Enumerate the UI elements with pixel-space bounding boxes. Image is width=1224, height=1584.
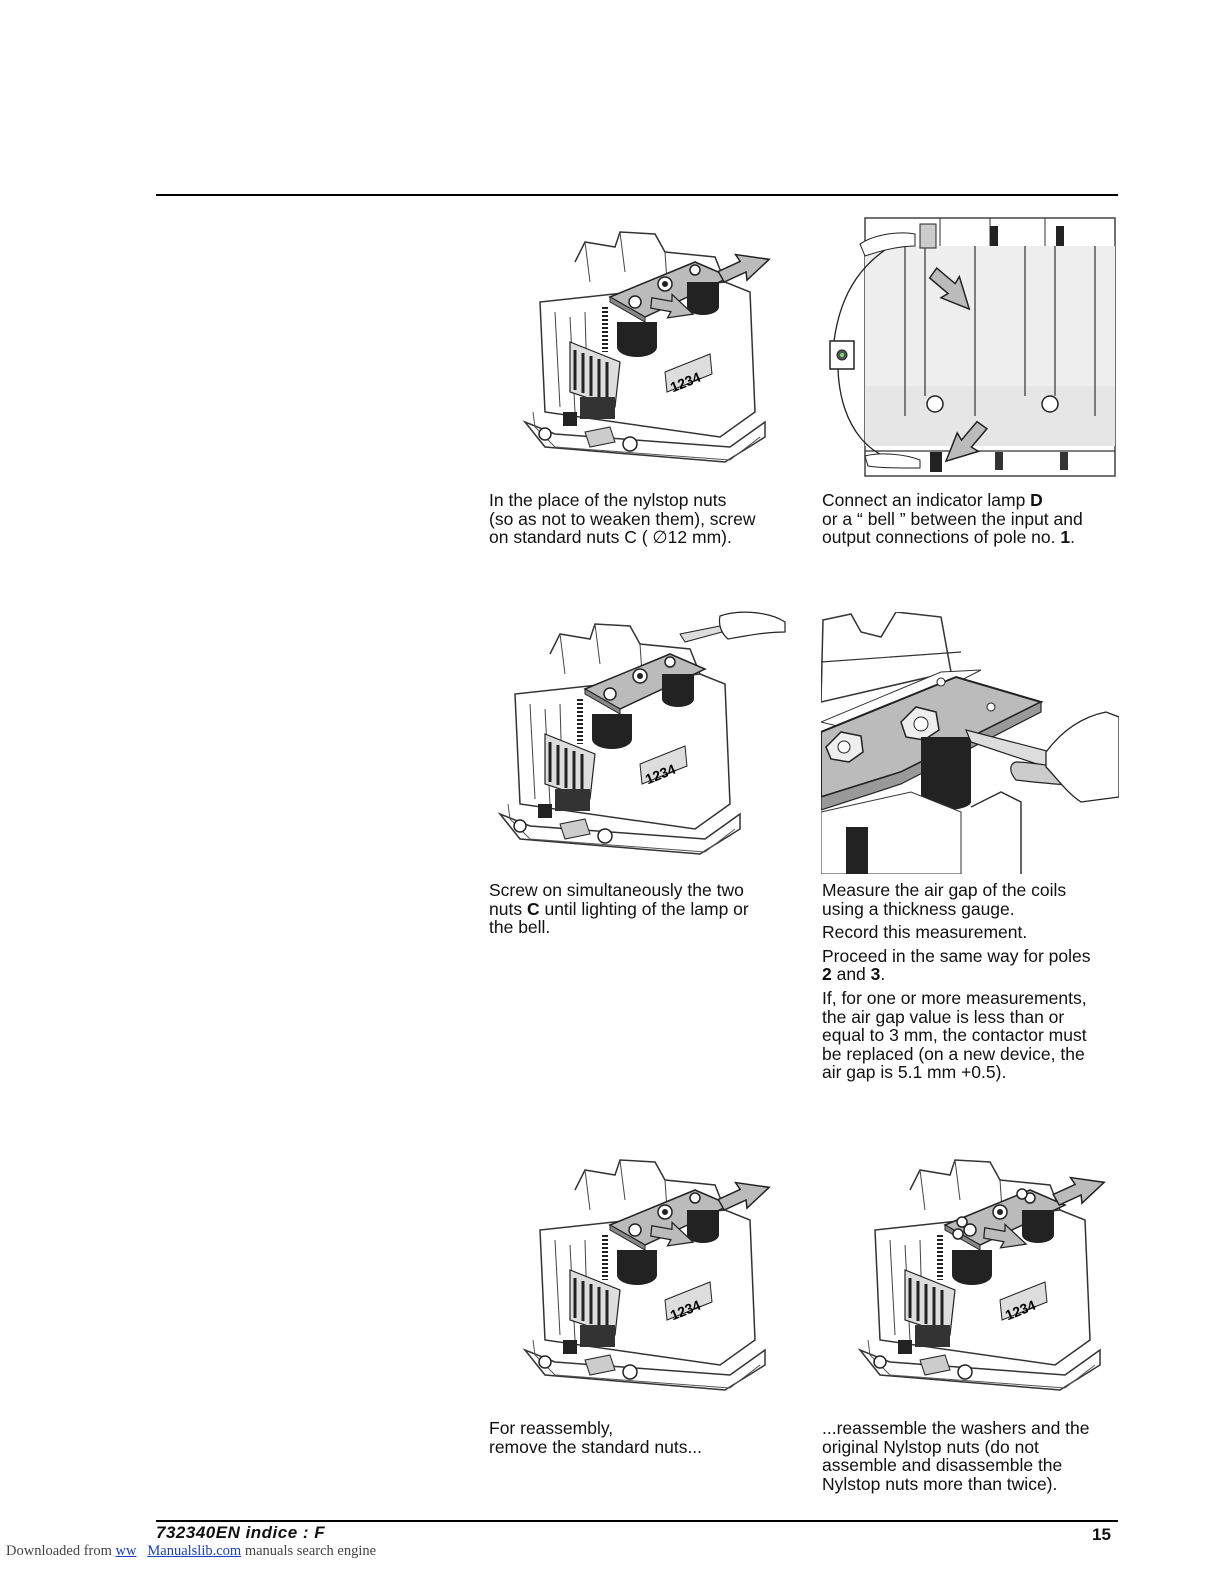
caption-2-bold: D (1030, 490, 1043, 510)
caption-1 (489, 491, 789, 547)
figure-4-air-gap-measure (821, 612, 1119, 874)
caption-3 (489, 881, 789, 937)
figure-label: 1234 (667, 1296, 703, 1324)
caption-4-line: Measure the air gap of the coils (822, 880, 1067, 900)
caption-4-line: Record this measurement. (822, 922, 1028, 943)
document-code: 732340EN indice : F (156, 1523, 326, 1542)
caption-4-line: air gap is 5.1 mm +0.5). (822, 1062, 1007, 1083)
figure-3-screw-nuts (490, 604, 790, 869)
caption-3-text: until lighting of the lamp or (539, 898, 749, 919)
figure-6-reassemble-nylstop (850, 1150, 1110, 1408)
caption-6-line-1: ...reassemble the washers and the (822, 1418, 1090, 1438)
caption-4-line: be replaced (on a new device, the (822, 1043, 1085, 1064)
figure-label: 1234 (667, 368, 703, 396)
caption-4-line: equal to 3 mm, the contactor must (822, 1025, 1087, 1046)
figure-2-indicator-lamp (820, 216, 1120, 480)
caption-4-line: the air gap value is less than or (822, 1006, 1065, 1027)
caption-4-line: If, for one or more measurements, (822, 987, 1087, 1008)
caption-6-line-4: Nylstop nuts more than twice). (822, 1473, 1058, 1494)
download-prefix: Downloaded from (6, 1543, 116, 1559)
caption-4-line: Proceed in the same way for poles (822, 945, 1091, 966)
caption-2-line-2: or a “ bell ” between the input and (822, 508, 1083, 529)
caption-5-line-2: remove the standard nuts... (489, 1436, 703, 1457)
caption-5 (489, 1419, 789, 1456)
bottom-rule (156, 1520, 1118, 1522)
figure-label: 1234 (642, 760, 678, 788)
caption-4-para-3 (822, 947, 1122, 984)
caption-6-line-2: original Nylstop nuts (do not (822, 1436, 1039, 1457)
figure-5-remove-standard-nuts (515, 1150, 775, 1408)
caption-6 (822, 1419, 1122, 1493)
top-rule (156, 194, 1118, 196)
caption-4-para-1 (822, 881, 1122, 918)
caption-3-text: nuts (489, 898, 527, 919)
caption-4-bold: 2 (822, 964, 832, 985)
caption-2-text: Connect an indicator lamp (822, 490, 1031, 510)
caption-4-para-2 (822, 923, 1122, 942)
caption-1-line-1: In the place of the nylstop nuts (489, 490, 727, 510)
caption-2 (822, 491, 1122, 547)
caption-3-bold: C (526, 898, 540, 919)
caption-1-line-3: on standard nuts C ( ∅12 mm). (489, 527, 732, 548)
caption-4 (822, 881, 1122, 1087)
caption-3-line-3: the bell. (489, 917, 551, 938)
download-line (6, 1543, 376, 1560)
caption-4-bold: 3 (870, 964, 881, 985)
caption-1-line-2: (so as not to weaken them), screw (489, 508, 756, 529)
caption-2-text: output connections of pole no. (822, 527, 1061, 548)
figure-label: 1234 (1002, 1296, 1038, 1324)
caption-4-text: . (880, 964, 886, 985)
manualslib-link-a[interactable]: ww (115, 1543, 137, 1559)
caption-6-line-3: assemble and disassemble the (822, 1455, 1063, 1476)
caption-2-text: . (1070, 527, 1075, 548)
caption-3-line-1: Screw on simultaneously the two (489, 880, 744, 900)
caption-5-line-1: For reassembly, (489, 1418, 614, 1438)
manualslib-link[interactable]: Manualslib.com (147, 1543, 242, 1559)
caption-4-text: and (831, 964, 871, 985)
caption-4-line: using a thickness gauge. (822, 898, 1015, 919)
figure-1-contactor-standard-nuts (515, 222, 775, 477)
caption-2-bold: 1 (1060, 527, 1071, 548)
download-suffix: manuals search engine (241, 1543, 377, 1559)
caption-4-para-4 (822, 989, 1122, 1082)
page-number: 15 (1092, 1525, 1111, 1544)
